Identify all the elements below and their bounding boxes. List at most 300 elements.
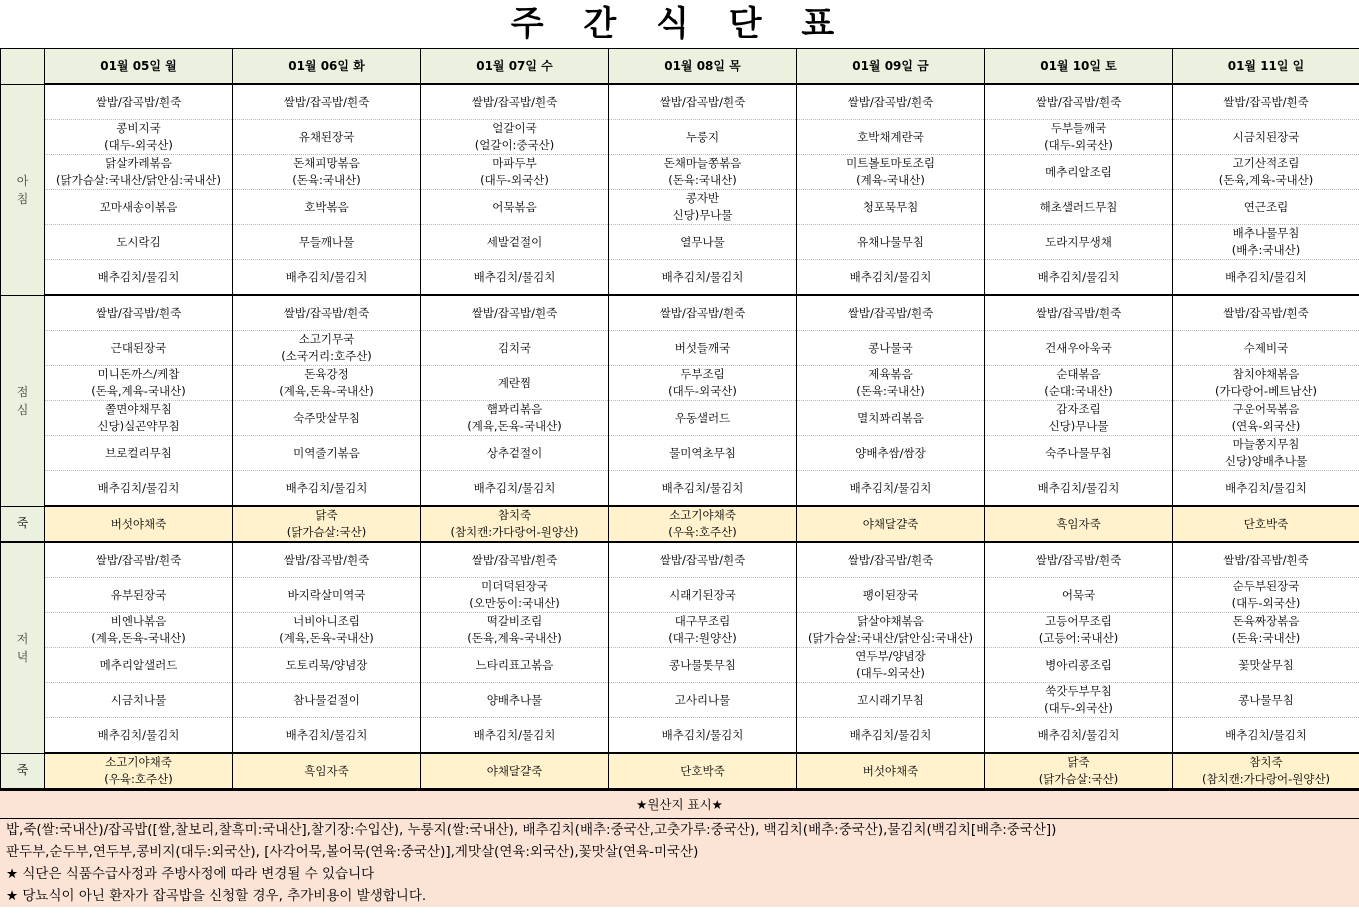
day-header-row bbox=[1, 49, 1359, 85]
menu-item bbox=[421, 613, 609, 648]
porridge-item bbox=[609, 753, 797, 789]
lunch-label-line: 심 bbox=[16, 402, 29, 417]
menu-item-line: 바지락살미역국 bbox=[287, 587, 366, 602]
corner-cell bbox=[1, 49, 45, 85]
breakfast-row bbox=[1, 225, 1359, 260]
menu-item bbox=[985, 120, 1173, 155]
porridge-item bbox=[233, 753, 421, 789]
breakfast-row bbox=[1, 120, 1359, 155]
menu-item bbox=[609, 190, 797, 225]
weekly-menu-table bbox=[0, 48, 1359, 790]
menu-item bbox=[421, 578, 609, 613]
lunch-row bbox=[1, 295, 1359, 331]
menu-item-line: 꼬시래기무침 bbox=[857, 692, 924, 707]
notice-grain-cost: ★ 당뇨식이 아닌 환자가 잡곡밥을 신청할 경우, 추가비용이 발생합니다. bbox=[6, 888, 427, 904]
menu-item-line: 도토리묵/양념장 bbox=[285, 657, 368, 672]
menu-item-line: 배추김치/물김치 bbox=[473, 727, 556, 742]
menu-item-line: (소국거리:호주산) bbox=[281, 349, 372, 363]
menu-item bbox=[421, 718, 609, 754]
menu-item-line: 감자조림 bbox=[1056, 402, 1101, 416]
menu-item bbox=[233, 120, 421, 155]
menu-item-line: (돈육:국내산) bbox=[292, 173, 361, 187]
menu-item-line: 메추리알조림 bbox=[1045, 164, 1112, 179]
menu-item-line: (대두-외국산) bbox=[480, 173, 549, 187]
menu-item-line: 배추김치/물김치 bbox=[1037, 480, 1120, 495]
menu-item bbox=[985, 648, 1173, 683]
menu-item-line: 메추리알샐러드 bbox=[99, 657, 178, 672]
menu-item bbox=[45, 120, 233, 155]
menu-item bbox=[985, 366, 1173, 401]
day-header: 01월 06일 화 bbox=[233, 49, 421, 85]
menu-item-line: 배추김치/물김치 bbox=[97, 480, 180, 495]
menu-item bbox=[985, 331, 1173, 366]
menu-item bbox=[421, 84, 609, 120]
lunch-label bbox=[1, 295, 45, 506]
menu-item-line: 연두부/양념장 bbox=[855, 649, 926, 663]
menu-item bbox=[45, 225, 233, 260]
menu-item bbox=[985, 542, 1173, 578]
menu-item-line: 제육볶음 bbox=[868, 367, 913, 381]
menu-item-line: 햄꽈리볶음 bbox=[486, 402, 543, 416]
menu-item-line: 쌀밥/잡곡밥/흰죽 bbox=[283, 305, 370, 320]
porridge-item bbox=[1173, 506, 1359, 542]
menu-item-line: 배추김치/물김치 bbox=[97, 269, 180, 284]
menu-item-line: 마늘쫑지무침 bbox=[1232, 437, 1300, 451]
menu-item-line: 배추김치/물김치 bbox=[285, 480, 368, 495]
menu-item bbox=[609, 578, 797, 613]
menu-item-line: 콩나물국 bbox=[868, 340, 913, 355]
menu-item-line: 마파두부 bbox=[492, 156, 537, 170]
menu-item-line: 고사리나물 bbox=[674, 692, 731, 707]
menu-item bbox=[985, 295, 1173, 331]
porridge-item-line: (참치캔:가다랑어-원양산) bbox=[1201, 772, 1331, 786]
menu-item-line: 쑥갓두부무침 bbox=[1045, 684, 1112, 698]
menu-item-line: (돈육:국내산) bbox=[1231, 631, 1301, 645]
dinner-label bbox=[1, 542, 45, 753]
menu-item-line: 쌀밥/잡곡밥/흰죽 bbox=[659, 552, 746, 567]
dinner-row bbox=[1, 648, 1359, 683]
menu-item-line: 너비아니조림 bbox=[293, 614, 360, 628]
menu-item bbox=[797, 84, 985, 120]
porridge-item-line: 흑임자죽 bbox=[1056, 516, 1101, 531]
menu-item-line: 유채된장국 bbox=[298, 129, 355, 144]
porridge-item bbox=[233, 506, 421, 542]
menu-item-line: 호박채계란국 bbox=[857, 129, 924, 144]
menu-item-line: (계육,돈육-국내산) bbox=[279, 631, 374, 645]
menu-item-line: 꽃맛살무침 bbox=[1238, 657, 1294, 672]
menu-item bbox=[1173, 401, 1359, 436]
menu-item bbox=[797, 120, 985, 155]
menu-item-line: (닭가슴살:국내산/닭안심:국내산) bbox=[55, 173, 221, 187]
dinner-label-line: 녁 bbox=[16, 649, 29, 664]
menu-item-line: (고등어:국내산) bbox=[1038, 631, 1119, 645]
porridge-item-line: (우육:호주산) bbox=[104, 772, 173, 786]
porridge-item-line: 버섯야채죽 bbox=[862, 763, 919, 778]
breakfast-row bbox=[1, 155, 1359, 190]
porridge-item-line: (우육:호주산) bbox=[668, 525, 737, 539]
day-header: 01월 07일 수 bbox=[421, 49, 609, 85]
menu-item-line: 배추김치/물김치 bbox=[97, 727, 180, 742]
menu-item bbox=[233, 648, 421, 683]
menu-item-line: 쫄면야채무침 bbox=[105, 402, 172, 416]
menu-item-line: 신당)무나물 bbox=[1048, 419, 1109, 433]
menu-item-line: (대두-외국산) bbox=[1044, 701, 1113, 715]
menu-item bbox=[1173, 718, 1359, 754]
menu-item-line: 돈육짜장볶음 bbox=[1232, 614, 1300, 628]
menu-item-line: 병아리콩조림 bbox=[1045, 657, 1112, 672]
menu-item-line: 배추김치/물김치 bbox=[473, 480, 556, 495]
breakfast-row bbox=[1, 84, 1359, 120]
menu-item bbox=[1173, 120, 1359, 155]
menu-item bbox=[421, 648, 609, 683]
menu-item bbox=[45, 190, 233, 225]
porridge-item-line: 참치죽 bbox=[1249, 755, 1283, 769]
porridge-item-line: 닭죽 bbox=[1067, 755, 1090, 769]
menu-item bbox=[985, 155, 1173, 190]
menu-item bbox=[797, 366, 985, 401]
menu-item bbox=[1173, 331, 1359, 366]
menu-item-line: 쌀밥/잡곡밥/흰죽 bbox=[847, 305, 934, 320]
menu-item bbox=[797, 471, 985, 507]
menu-item-line: 순두부된장국 bbox=[1232, 579, 1300, 593]
lunch-row bbox=[1, 331, 1359, 366]
menu-item-line: 쌀밥/잡곡밥/흰죽 bbox=[471, 94, 558, 109]
menu-item bbox=[985, 436, 1173, 471]
menu-item bbox=[609, 155, 797, 190]
menu-item bbox=[985, 718, 1173, 754]
menu-item bbox=[45, 155, 233, 190]
menu-item bbox=[233, 84, 421, 120]
porridge-item-line: (닭가슴살:국산) bbox=[1038, 772, 1119, 786]
menu-item-line: 배추김치/물김치 bbox=[1225, 269, 1307, 284]
menu-item bbox=[985, 84, 1173, 120]
menu-item-line: 참나물겉절이 bbox=[293, 692, 360, 707]
porridge-item bbox=[797, 506, 985, 542]
menu-item-line: 시금치나물 bbox=[110, 692, 167, 707]
menu-item bbox=[233, 331, 421, 366]
menu-item-line: 배추김치/물김치 bbox=[1225, 480, 1307, 495]
menu-body bbox=[1, 84, 1359, 789]
menu-item-line: (대두-외국산) bbox=[668, 384, 737, 398]
menu-item bbox=[45, 84, 233, 120]
menu-item bbox=[985, 471, 1173, 507]
menu-item-line: 신당)무나물 bbox=[672, 208, 733, 222]
lunch-row bbox=[1, 366, 1359, 401]
menu-item bbox=[233, 578, 421, 613]
menu-item bbox=[233, 542, 421, 578]
porridge-item bbox=[797, 753, 985, 789]
menu-item-line: 꼬마새송이볶음 bbox=[99, 199, 178, 214]
menu-item-line: (돈육:국내산) bbox=[668, 173, 737, 187]
porridge-item bbox=[985, 753, 1173, 789]
origin-title: ★원산지 표시★ bbox=[0, 790, 1359, 819]
menu-item-line: 배추김치/물김치 bbox=[285, 269, 368, 284]
breakfast-row bbox=[1, 260, 1359, 296]
menu-item-line: 해초샐러드무침 bbox=[1039, 199, 1118, 214]
menu-item bbox=[609, 542, 797, 578]
menu-item-line: 숙주나물무침 bbox=[1045, 445, 1112, 460]
lunch-row bbox=[1, 471, 1359, 507]
menu-item bbox=[1173, 225, 1359, 260]
menu-item bbox=[45, 578, 233, 613]
porridge-item-line: 야채달걀죽 bbox=[486, 763, 543, 778]
menu-item bbox=[797, 683, 985, 718]
menu-item-line: (배추:국내산) bbox=[1231, 243, 1301, 257]
menu-item-line: 쌀밥/잡곡밥/흰죽 bbox=[1223, 552, 1309, 567]
menu-item-line: (가다랑어-베트남산) bbox=[1215, 384, 1317, 398]
menu-item bbox=[233, 190, 421, 225]
menu-item bbox=[45, 542, 233, 578]
menu-item-line: 양배추나물 bbox=[486, 692, 543, 707]
day-header: 01월 10일 토 bbox=[985, 49, 1173, 85]
menu-item bbox=[421, 542, 609, 578]
menu-item-line: (계육-국내산) bbox=[856, 173, 925, 187]
menu-item-line: 멸치꽈리볶음 bbox=[857, 410, 924, 425]
menu-item-line: (돈육:국내산) bbox=[856, 384, 925, 398]
day-header: 01월 05일 월 bbox=[45, 49, 233, 85]
menu-item bbox=[797, 190, 985, 225]
porridge-item-line: 야채달걀죽 bbox=[862, 516, 919, 531]
menu-item-line: (계육,돈육-국내산) bbox=[279, 384, 374, 398]
menu-item-line: 쌀밥/잡곡밥/흰죽 bbox=[283, 94, 370, 109]
menu-item-line: 계란찜 bbox=[497, 375, 532, 390]
breakfast-label-line: 침 bbox=[16, 191, 29, 206]
porridge-item bbox=[1173, 753, 1359, 789]
menu-item bbox=[421, 225, 609, 260]
menu-item-line: 열무나물 bbox=[680, 234, 725, 249]
lunch-porridge-label bbox=[1, 506, 45, 542]
menu-item-line: 도라지무생채 bbox=[1045, 234, 1112, 249]
menu-item-line: 어묵볶음 bbox=[492, 199, 537, 214]
menu-item-line: 신당)실곤약무침 bbox=[97, 419, 180, 433]
lunch-porridge-label-line: 죽 bbox=[16, 516, 29, 531]
dinner-row bbox=[1, 718, 1359, 754]
menu-item bbox=[1173, 84, 1359, 120]
menu-item-line: 콩나물톳무침 bbox=[669, 657, 736, 672]
menu-item-line: 배추나물무침 bbox=[1232, 226, 1300, 240]
menu-item-line: 우동샐러드 bbox=[674, 410, 731, 425]
menu-item bbox=[421, 331, 609, 366]
menu-item-line: 쌀밥/잡곡밥/흰죽 bbox=[847, 552, 934, 567]
day-header: 01월 09일 금 bbox=[797, 49, 985, 85]
menu-item-line: (대두-외국산) bbox=[1044, 138, 1113, 152]
menu-item bbox=[985, 613, 1173, 648]
dinner-label-line: 저 bbox=[16, 631, 29, 646]
porridge-item bbox=[421, 506, 609, 542]
menu-item bbox=[609, 471, 797, 507]
menu-item bbox=[45, 471, 233, 507]
dinner-porridge-label-line: 죽 bbox=[16, 763, 29, 778]
menu-item-line: 배추김치/물김치 bbox=[849, 269, 932, 284]
porridge-item-line: (참치캔:가다랑어-원양산) bbox=[450, 525, 579, 539]
menu-item bbox=[421, 366, 609, 401]
menu-item-line: 소고기무국 bbox=[298, 332, 355, 346]
menu-item bbox=[233, 260, 421, 296]
menu-item-line: 쌀밥/잡곡밥/흰죽 bbox=[659, 94, 746, 109]
menu-item bbox=[421, 401, 609, 436]
menu-item bbox=[609, 436, 797, 471]
menu-item-line: 두부들깨국 bbox=[1050, 121, 1107, 135]
menu-item-line: 대구무조림 bbox=[674, 614, 731, 628]
menu-item bbox=[233, 155, 421, 190]
menu-item bbox=[985, 260, 1173, 296]
porridge-item-line: 소고기야채죽 bbox=[105, 755, 172, 769]
menu-item bbox=[797, 225, 985, 260]
porridge-item-line: 버섯야채죽 bbox=[110, 516, 167, 531]
menu-item bbox=[45, 366, 233, 401]
dinner-row bbox=[1, 542, 1359, 578]
menu-item-line: 돈채마늘쫑볶음 bbox=[663, 156, 742, 170]
menu-item bbox=[45, 718, 233, 754]
menu-item bbox=[233, 436, 421, 471]
menu-item-line: 두부조림 bbox=[680, 367, 725, 381]
menu-item-line: 쌀밥/잡곡밥/흰죽 bbox=[659, 305, 746, 320]
porridge-item-line: 참치죽 bbox=[497, 508, 532, 522]
menu-item bbox=[421, 190, 609, 225]
menu-item bbox=[45, 436, 233, 471]
menu-item-line: 연근조림 bbox=[1243, 199, 1289, 214]
menu-item bbox=[1173, 190, 1359, 225]
menu-item bbox=[45, 683, 233, 718]
menu-item-line: 쌀밥/잡곡밥/흰죽 bbox=[1035, 305, 1122, 320]
menu-item-line: 시금치된장국 bbox=[1232, 129, 1300, 144]
menu-item-line: 돈채피망볶음 bbox=[293, 156, 360, 170]
menu-item-line: 쌀밥/잡곡밥/흰죽 bbox=[95, 94, 182, 109]
menu-item-line: 브로컬리무침 bbox=[105, 445, 172, 460]
menu-item bbox=[421, 683, 609, 718]
menu-item-line: 쌀밥/잡곡밥/흰죽 bbox=[471, 305, 558, 320]
menu-item-line: 돈육강정 bbox=[304, 367, 349, 381]
porridge-item-line: 흑임자죽 bbox=[304, 763, 349, 778]
menu-item-line: 쌀밥/잡곡밥/흰죽 bbox=[847, 94, 934, 109]
menu-item bbox=[797, 718, 985, 754]
menu-item-line: 콩비지국 bbox=[116, 121, 161, 135]
menu-item bbox=[797, 155, 985, 190]
menu-item bbox=[985, 578, 1173, 613]
menu-item bbox=[609, 718, 797, 754]
menu-item-line: 쌀밥/잡곡밥/흰죽 bbox=[283, 552, 370, 567]
lunch-porridge-row bbox=[1, 506, 1359, 542]
menu-item-line: 고등어무조림 bbox=[1045, 614, 1112, 628]
menu-item bbox=[421, 295, 609, 331]
menu-item bbox=[797, 542, 985, 578]
menu-item bbox=[797, 436, 985, 471]
menu-item bbox=[45, 295, 233, 331]
menu-item-line: 근대된장국 bbox=[110, 340, 167, 355]
menu-item bbox=[45, 401, 233, 436]
menu-item-line: 배추김치/물김치 bbox=[473, 269, 556, 284]
menu-item-line: 양배추쌈/쌈장 bbox=[855, 445, 926, 460]
menu-item bbox=[609, 331, 797, 366]
porridge-item-line: 닭죽 bbox=[315, 508, 338, 522]
menu-item-line: 배추김치/물김치 bbox=[1225, 727, 1307, 742]
menu-item-line: 쌀밥/잡곡밥/흰죽 bbox=[95, 305, 182, 320]
menu-item bbox=[609, 683, 797, 718]
lunch-row bbox=[1, 401, 1359, 436]
menu-item bbox=[609, 120, 797, 155]
menu-item-line: 미니돈까스/케찹 bbox=[97, 367, 180, 381]
menu-item-line: 닭살카레볶음 bbox=[105, 156, 172, 170]
menu-item-line: 어묵국 bbox=[1061, 587, 1096, 602]
menu-item bbox=[1173, 260, 1359, 296]
menu-item-line: 쌀밥/잡곡밥/흰죽 bbox=[471, 552, 558, 567]
menu-item bbox=[1173, 155, 1359, 190]
menu-item bbox=[233, 718, 421, 754]
menu-item bbox=[421, 471, 609, 507]
menu-item-line: 배추김치/물김치 bbox=[1037, 727, 1120, 742]
lunch-label-line: 점 bbox=[16, 384, 29, 399]
menu-item-line: (얼갈이:중국산) bbox=[474, 138, 555, 152]
menu-item bbox=[45, 260, 233, 296]
menu-item bbox=[1173, 471, 1359, 507]
menu-item bbox=[1173, 436, 1359, 471]
menu-item-line: 쌀밥/잡곡밥/흰죽 bbox=[1035, 552, 1122, 567]
menu-item-line: 쌀밥/잡곡밥/흰죽 bbox=[1223, 305, 1309, 320]
porridge-item bbox=[609, 506, 797, 542]
menu-item-line: 도시락김 bbox=[116, 234, 161, 249]
menu-item bbox=[797, 401, 985, 436]
menu-item bbox=[609, 225, 797, 260]
porridge-item bbox=[985, 506, 1173, 542]
porridge-item-line: 단호박죽 bbox=[1243, 516, 1289, 531]
menu-item-line: 쌀밥/잡곡밥/흰죽 bbox=[1035, 94, 1122, 109]
menu-item-line: 물미역초무침 bbox=[669, 445, 736, 460]
menu-item bbox=[233, 401, 421, 436]
menu-item-line: 유부된장국 bbox=[110, 587, 167, 602]
menu-item-line: 콩나물무침 bbox=[1238, 692, 1294, 707]
menu-item-line: 구운어묵볶음 bbox=[1232, 402, 1300, 416]
menu-item-line: 닭살야채볶음 bbox=[857, 614, 924, 628]
menu-item bbox=[233, 683, 421, 718]
menu-item-line: 쌀밥/잡곡밥/흰죽 bbox=[1223, 94, 1309, 109]
menu-item-line: (순대:국내산) bbox=[1044, 384, 1113, 398]
menu-item bbox=[1173, 295, 1359, 331]
menu-item bbox=[985, 401, 1173, 436]
breakfast-row bbox=[1, 190, 1359, 225]
menu-item-line: 시래기된장국 bbox=[669, 587, 736, 602]
menu-item bbox=[797, 613, 985, 648]
menu-item-line: (닭가슴살:국내산/닭안심:국내산) bbox=[807, 631, 973, 645]
menu-item-line: 호박볶음 bbox=[304, 199, 349, 214]
porridge-item bbox=[45, 753, 233, 789]
menu-item-line: 상추겉절이 bbox=[486, 445, 543, 460]
menu-item bbox=[985, 190, 1173, 225]
menu-item-line: 버섯들깨국 bbox=[674, 340, 731, 355]
porridge-item-line: 단호박죽 bbox=[680, 763, 725, 778]
menu-item-line: 배추김치/물김치 bbox=[661, 727, 744, 742]
menu-item bbox=[1173, 613, 1359, 648]
menu-item bbox=[609, 613, 797, 648]
dinner-row bbox=[1, 683, 1359, 718]
breakfast-label-line: 아 bbox=[16, 173, 29, 188]
menu-item bbox=[45, 648, 233, 683]
menu-item bbox=[45, 613, 233, 648]
menu-item bbox=[1173, 683, 1359, 718]
menu-item bbox=[985, 225, 1173, 260]
menu-item-line: (돈육,계육-국내산) bbox=[1218, 173, 1314, 187]
day-header: 01월 08일 목 bbox=[609, 49, 797, 85]
menu-item-line: 배추김치/물김치 bbox=[661, 480, 744, 495]
menu-item-line: 팽이된장국 bbox=[862, 587, 919, 602]
porridge-item bbox=[421, 753, 609, 789]
menu-item bbox=[985, 683, 1173, 718]
menu-item bbox=[421, 260, 609, 296]
menu-item-line: 배추김치/물김치 bbox=[661, 269, 744, 284]
menu-item-line: 건새우아욱국 bbox=[1045, 340, 1112, 355]
menu-item-line: (오만둥이:국내산) bbox=[469, 596, 560, 610]
menu-item bbox=[421, 436, 609, 471]
menu-item-line: 무들깨나물 bbox=[298, 234, 355, 249]
